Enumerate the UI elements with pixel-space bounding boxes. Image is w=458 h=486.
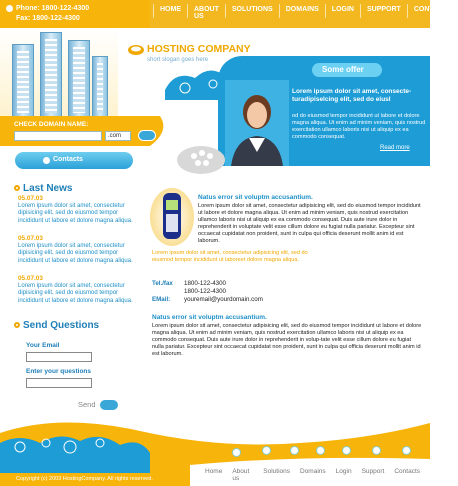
phone-text: Phone: 1800-122-4300 [16,5,90,12]
section-title: Natus error sit voluptm accusantium. [152,314,267,321]
domain-go-button[interactable] [138,130,156,141]
fax-text: Fax: 1800-122-4300 [16,15,80,22]
send-questions-heading [14,320,99,331]
domain-input[interactable] [14,131,102,141]
domain-label: CHECK DOMAIN NAME: [14,121,89,128]
offer-title: Lorem ipsum dolor sit amet, consecte-turadipiselcing elit, sed do eiusl [292,88,412,103]
news-text[interactable]: Lorem ipsum dolor sit amet, consectetur dipisicing elit, sed do eiusmod tempor incididunt ut labore et dolore magna aliqua. [18,203,133,224]
section-title: Natus error sit voluptm accusantium. [198,194,313,201]
slogan: short slogan goes here [147,57,209,63]
nav-support[interactable]: SUPPORT [360,4,407,18]
last-news-title: Last News [23,183,73,194]
footer-ball-icon [342,446,351,455]
read-more-link[interactable]: Read more [380,145,410,151]
nav-contacts[interactable]: CONTACTS [407,4,458,18]
send-label: Send [78,400,96,409]
news-item [18,195,140,225]
footer-support[interactable]: Support [361,468,385,475]
offer-body: od do eiusmod tempor incididunt ut labore et dolore magna aliqua. Ut enim ad minim veniam, quis nostrud exercitation ullamco laboris nisi ut aliquip ex ea commodo consequat. [292,113,426,140]
footer-solutions[interactable]: Solutions [263,468,290,475]
some-offer-tab [312,63,382,77]
nav-solutions[interactable]: SOLUTIONS [225,4,279,18]
footer-login[interactable]: Login [335,468,352,475]
last-news-heading [14,183,72,194]
contacts-tab[interactable] [15,152,133,169]
dots-decoration [176,138,226,174]
email-label: Your Email [26,342,60,349]
news-date: 05.07.03 [18,235,43,242]
fax-value: 1800-122-4300 [184,288,226,295]
footer-ball-icon [402,446,411,455]
footer-ball-icon [316,446,325,455]
nav-login[interactable]: LOGIN [325,4,360,18]
tld-select[interactable]: .com [105,131,131,141]
tel-value: 1800-122-4300 [184,280,226,287]
section-text: Lorem ipsum dolor sit amet, consectetur adipisicing elit, sed do eiusmod tempor incididunt ut labore et dolore magna aliqua. Ut enim ad minim veniam, quis nostrud exercitation ullamco laboris nisi ut aliquip ex ea commodo consequat. Duis aute irure dolor in reprehenderit in voluptate velit esse cillum dolore eu fugiat nulla pariatur. Excepteur sint occaecat cupidatat non proident, sunt in culpa qui officia deserunt mollit anim id est laborum. [198,203,421,244]
footer-about-us[interactable]: About us [232,468,250,482]
news-text[interactable]: Lorem ipsum dolor sit amet, consectetur dipisicing elit, sed do eiusmod tempor incididunt ut labore et dolore magna aliqua. [18,283,133,304]
tel-label: Tel./fax [152,280,173,287]
phone-icon [150,188,194,246]
footer-contacts[interactable]: Contacts [394,468,420,475]
phone-info [6,4,89,24]
news-item [18,235,140,265]
bullet-icon [14,185,20,191]
news-text[interactable]: Lorem ipsum dolor sit amet, consectetur dipisicing elit, sed do eiusmod tempor incididunt ut labore et dolore magna aliqua. [18,243,133,264]
footer-domains[interactable]: Domains [300,468,326,475]
woman-photo [225,80,289,166]
main-nav [153,4,458,18]
footer-home[interactable]: Home [205,468,223,475]
question-label: Enter your questions [26,368,92,375]
copyright: Copyright (c) 2003 HostingCompany. All rights reserved. [16,476,153,482]
email-field[interactable] [26,352,92,362]
contact-strip [0,0,150,28]
contacts-bullet-icon [43,157,50,164]
nav-home[interactable]: HOME [153,4,187,18]
section-text: Lorem ipsum dolor sit amet, consectetur adipisicing elit, sed do eiusmod tempor incididunt ut labore et dolore magna aliqua. Ut enim ad minim veniam, quis nostrud exercitation ullamco laboris nisi ut aliquip ex ea commodo consequat. Duis aute irure dolor in reprehenderit in volup-tate velit esse cillum dolore eu fugiat nulla pariatur. Excepteur sint occaecat cupidatat non proident, sunt in culpa qui officia deserunt mollit anim id est laborum. [152,323,422,357]
logo-icon [128,44,144,56]
news-date: 05.07.03 [18,195,43,202]
footer-ball-icon [372,446,381,455]
news-item [18,275,140,305]
footer-ball-icon [290,446,299,455]
mobile-phone-image [150,188,194,246]
nav-about-us[interactable]: ABOUT US [187,4,225,18]
nav-domains[interactable]: DOMAINS [279,4,325,18]
send-questions-title: Send Questions [23,320,100,331]
footer-ball-icon [262,446,271,455]
send-button[interactable] [100,400,118,410]
highlight-text: Lorem ipsum dolor sit amet, consectetur adipisicing elit, sed do eiusmod tempor incididunt ut laboreet dolore magna aliqua. [152,250,308,263]
email-value[interactable]: youremail@yourdomain.com [184,296,263,303]
phone-icon [6,5,13,12]
some-offer-label: Some offer [322,65,364,74]
bullet-icon [14,322,20,328]
contacts-tab-label: Contacts [53,156,83,163]
news-date: 05.07.03 [18,275,43,282]
question-field[interactable] [26,378,92,388]
logo-text: HOSTING COMPANY [147,43,251,55]
footer-nav [205,468,430,482]
footer-ball-icon [232,448,241,457]
email-info-label: EMail: [152,296,171,303]
